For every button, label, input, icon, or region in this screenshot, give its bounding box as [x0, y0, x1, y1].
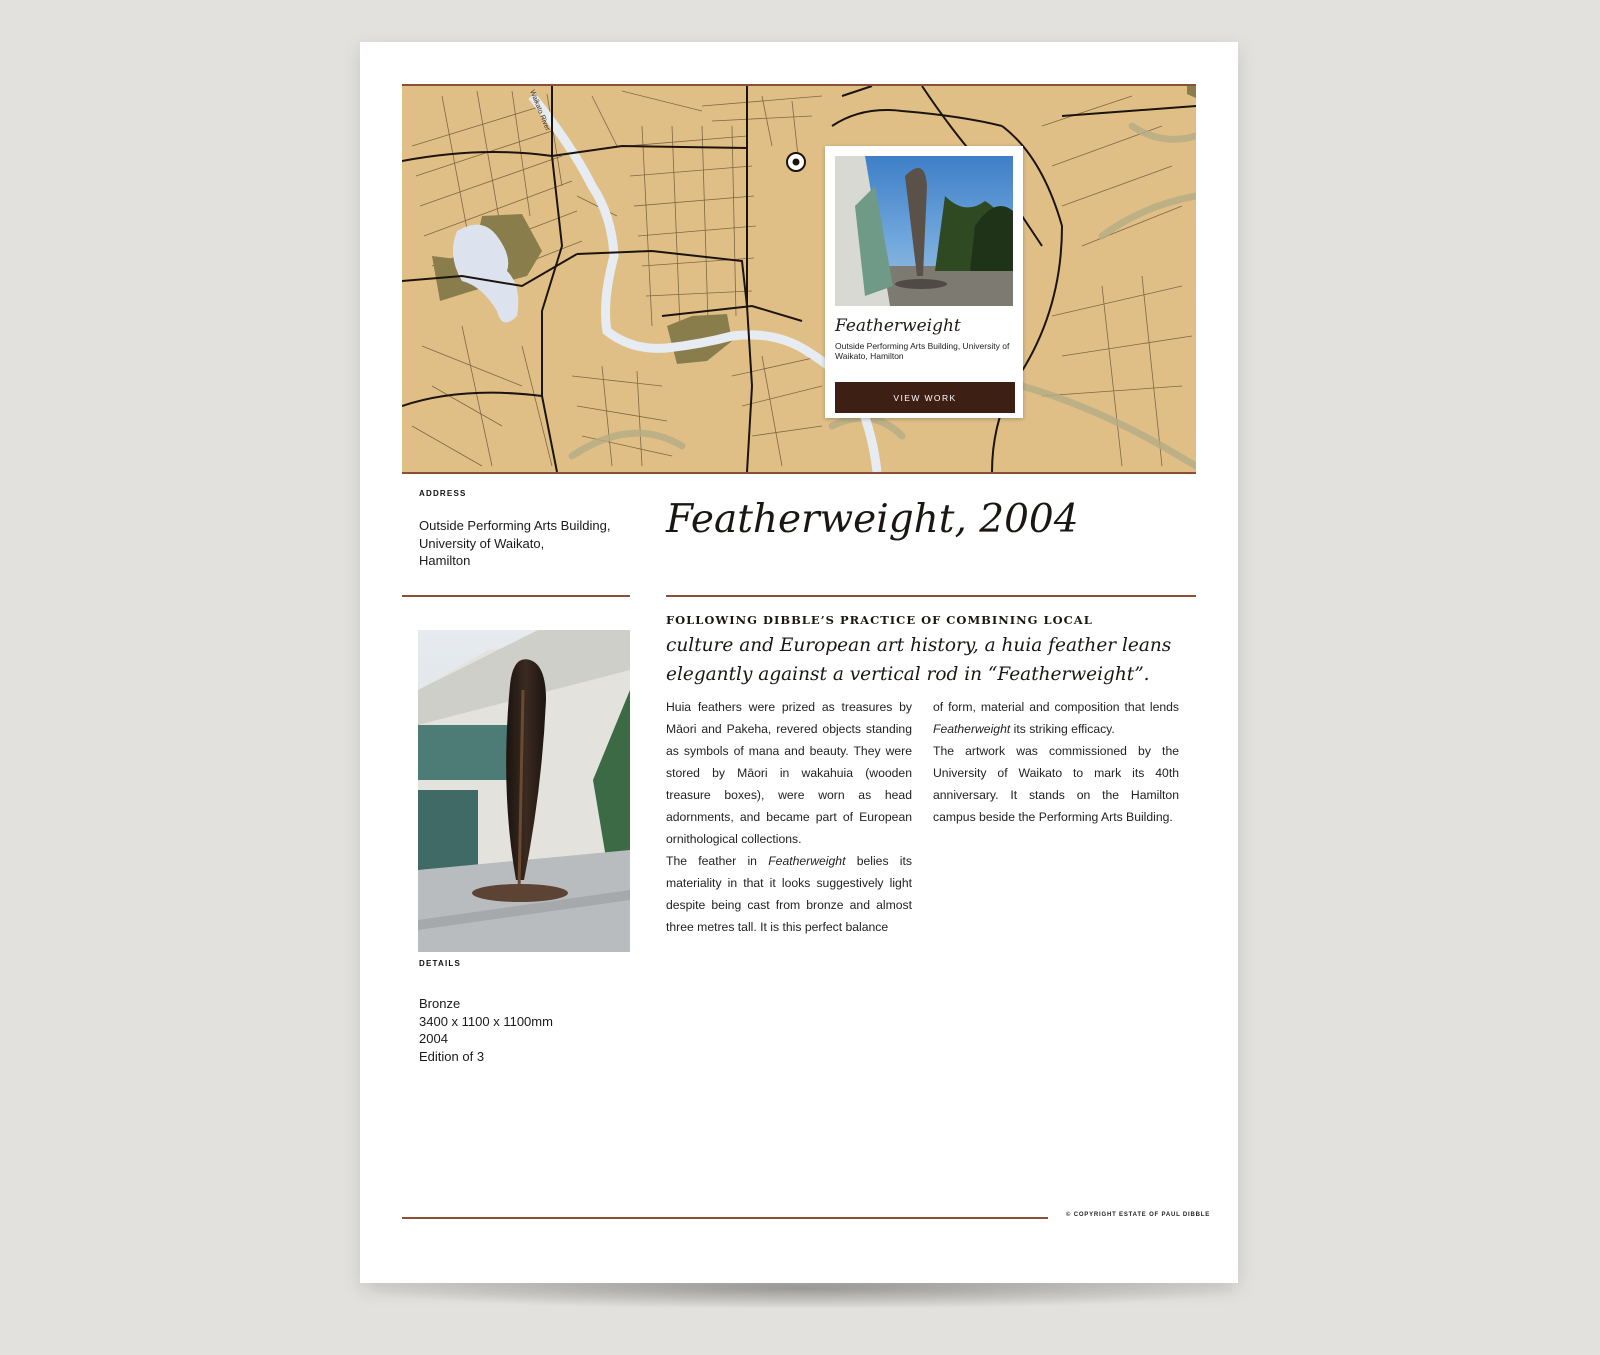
address-text — [419, 517, 629, 570]
detail-year: 2004 — [419, 1031, 448, 1046]
card-location: Outside Performing Arts Building, University of Waikato, Hamilton — [835, 341, 1010, 361]
text-run: of form, material and composition that lends — [933, 700, 1179, 714]
artwork-photo — [418, 630, 630, 952]
detail-edition: Edition of 3 — [419, 1048, 485, 1064]
river-label: Waikato River — [528, 89, 551, 132]
address-label: ADDRESS — [419, 489, 467, 498]
map-graphic — [402, 86, 1196, 472]
text-run: The feather in — [666, 854, 769, 868]
address-line: University of Waikato, — [419, 535, 545, 551]
artwork-name-emphasis: Featherweight — [933, 722, 1011, 736]
body-paragraph — [933, 696, 1179, 740]
card-artwork-photo — [835, 156, 1013, 306]
body-column-2 — [933, 696, 1179, 828]
copyright-notice: © COPYRIGHT ESTATE OF PAUL DIBBLE — [1066, 1212, 1211, 1218]
marker-dot — [793, 159, 800, 166]
intro-kicker: FOLLOWING DIBBLE’S PRACTICE OF COMBINING LOCAL — [666, 613, 1093, 627]
address-line: Hamilton — [419, 553, 471, 568]
body-paragraph — [666, 850, 912, 938]
body-paragraph: The artwork was commissioned by the University of Waikato to mark its 40th anniversary. It stands on the Hamilton campus beside the Performing Arts Building. — [933, 744, 1179, 824]
divider-left — [402, 595, 630, 597]
detail-dimensions: 3400 x 1100 x 1100mm — [419, 1013, 553, 1029]
text-run: belies its materiality in that it looks suggestively light despite being cast from bronze and almost three metres tall. It is this perfect balance — [666, 854, 912, 934]
detail-material: Bronze — [419, 996, 461, 1011]
artwork-title: Featherweight, 2004 — [666, 497, 1079, 542]
address-line: Outside Performing Arts Building, — [419, 518, 611, 533]
card-title: Featherweight — [835, 316, 961, 336]
body-column-1 — [666, 696, 912, 938]
artwork-name-emphasis: Featherweight — [768, 854, 846, 868]
details-label: DETAILS — [419, 959, 462, 968]
body-paragraph: Huia feathers were prized as treasures by Māori and Pakeha, revered objects standing as symbols of mana and beauty. They were stored by Māori in wakahuia (wooden treasure boxes), were worn as head adornments, and became part of European ornithological collections. — [666, 700, 912, 846]
location-map[interactable] — [402, 84, 1196, 474]
footer-rule — [402, 1217, 1048, 1219]
details-list — [419, 995, 629, 1065]
view-work-button[interactable]: VIEW WORK — [835, 382, 1015, 413]
artwork-map-card — [825, 146, 1023, 418]
divider-right — [666, 595, 1196, 597]
intro-text: culture and European art history, a huia feather leans elegantly against a vertical rod in “Featherweight”. — [666, 635, 1172, 685]
text-run: its striking efficacy. — [1010, 722, 1115, 736]
document-page — [360, 42, 1238, 1283]
